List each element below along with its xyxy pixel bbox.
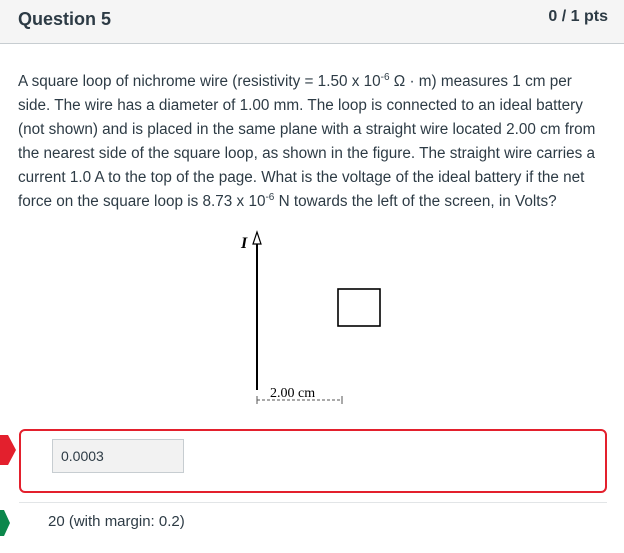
exponent: -6 bbox=[265, 191, 275, 203]
question-text-segment: Ω · m) measures 1 cm per bbox=[389, 73, 572, 90]
question-text-line: the nearest side of the square loop, as shown in the figure. The straight wire carries a bbox=[18, 145, 596, 162]
incorrect-answer-marker-icon bbox=[0, 435, 16, 465]
current-label: I bbox=[241, 235, 248, 252]
current-arrow-icon bbox=[253, 232, 261, 244]
question-text-segment: force on the square loop is 8.73 x 10 bbox=[18, 193, 266, 210]
question-title: Question 5 bbox=[18, 9, 112, 29]
correct-answer-text: 20 (with margin: 0.2) bbox=[48, 513, 185, 530]
user-answer-field[interactable]: 0.0003 bbox=[52, 439, 184, 473]
question-text-line: side. The wire has a diameter of 1.00 mm. The loop is connected to an ideal battery bbox=[18, 97, 583, 114]
answer-divider bbox=[19, 502, 607, 503]
question-text-segment: N towards the left of the screen, in Volts? bbox=[274, 193, 557, 210]
question-text-line: (not shown) and is placed in the same plane with a straight wire located 2.00 cm from bbox=[18, 121, 596, 138]
question-text-line: current 1.0 A to the top of the page. What is the voltage of the ideal battery if the net bbox=[18, 169, 585, 186]
user-answer-box bbox=[19, 429, 607, 493]
correct-answer-marker-icon bbox=[0, 510, 10, 536]
distance-label: 2.00 cm bbox=[270, 386, 316, 401]
question-text-line bbox=[18, 190, 614, 214]
question-points: 0 / 1 pts bbox=[548, 8, 608, 25]
exponent: -6 bbox=[380, 71, 390, 83]
question-text-line bbox=[18, 70, 614, 94]
square-loop bbox=[338, 289, 380, 326]
question-text bbox=[18, 70, 614, 214]
question-header bbox=[0, 0, 624, 44]
wire-loop-figure bbox=[230, 226, 400, 406]
question-text-segment: A square loop of nichrome wire (resistivity = 1.50 x 10 bbox=[18, 73, 381, 90]
